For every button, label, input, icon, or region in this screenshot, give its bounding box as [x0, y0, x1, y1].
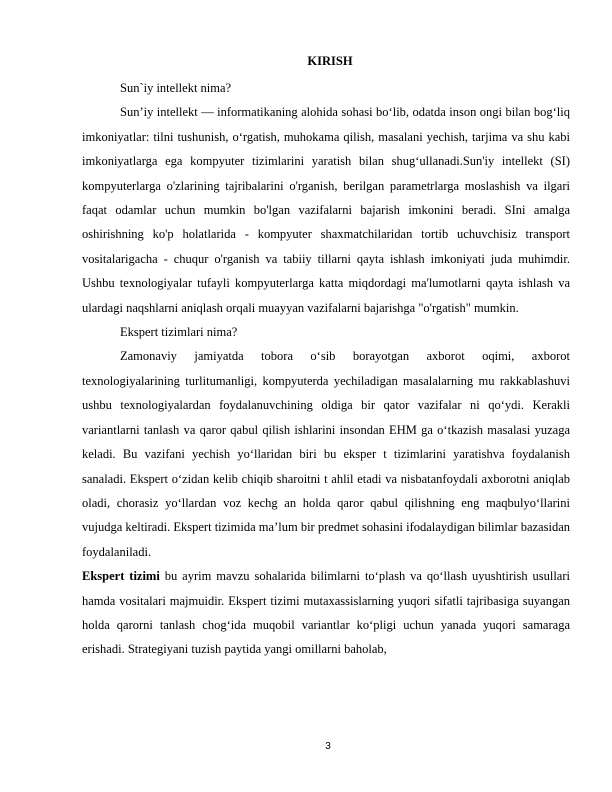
bold-term: Ekspert tizimi	[82, 569, 160, 584]
paragraph-ai-definition: Sun’iy intellekt — informatikaning alohida sohasi bo‘lib, odatda inson ongi bilan bog‘liq imkoniyatlar: tilni tushunish, o‘rgatish, muhokama qilish, masalani yechish, tarjima va shu kabi imkoniyatlarga ega kompyuter tizimlarini yaratish bilan shug‘ullanadi.Sun'iy intellekt (SI) kompyuterlarga o'zlarining tajribalarini o'rganish, berilgan parametrlarga moslashish va ilgari faqat odamlar uchun mumkin bo'lgan vazifalarni bajarish imkonini beradi. SIni amalga oshirishning ko'p holatlarida - kompyuter shaxmatchilaridan tortib uchuvchisiz transport vositalarigacha - chuqur o'rganish va tabiiy tillarni qayta ishlash imkoniyati juda muhimdir. Ushbu texnologiyalar tufayli kompyuterlarga katta miqdordagi ma'lumotlarni qayta ishlash va ulardagi naqshlarni aniqlash orqali muayyan vazifalarni bajarishga "o'rgatish" mumkin.	[82, 105, 570, 315]
document-page	[82, 54, 570, 662]
definition-text: bu ayrim mavzu sohalarida bilimlarni to‘plash va qo‘llash uyushtirish usullari hamda vositalari majmuidir. Ekspert tizimi mutaxassislarning yuqori sifatli tajribasiga suyangan holda qarorni tanlash chog‘ida muqobil variantlar ko‘pligi uchun yanada yuqori samaraga erishadi. Strategiyani tuzish paytida yangi omillarni baholab,	[82, 569, 570, 657]
question-ai: Sun`iy intellekt nima?	[120, 81, 232, 95]
page-number: 3	[325, 741, 331, 752]
paragraph-expert-systems: Zamonaviy jamiyatda tobora o‘sib borayotgan axborot oqimi, axborot texnologiyalarining turlitumanligi, kompyuterda yechiladigan masalalarning mu rakkablashuvi ushbu texnologiyalardan foydalanuvchining oldiga bir qator vazifalar ni qo‘ydi. Kerakli variantlarni tanlash va qaror qabul qilish ishlarini insondan EHM ga o‘tkazish masalasi yuzaga keladi. Bu vazifani yechish yo‘llaridan biri bu eksper t tizimlarini yaratishva foydalanish sanaladi. Ekspert o‘zidan kelib chiqib sharoitni t ahlil etadi va nisbatanfoydali axborotni aniqlab oladi, chorasiz yo‘llardan voz kechg an holda qaror qabul qilishning eng maqbulyo‘llarini vujudga keltiradi. Ekspert tizimida ma’lum bir predmet sohasini ifodalaydigan bilimlar bazasidan foydalaniladi.	[82, 349, 570, 559]
section-heading: KIRISH	[307, 54, 353, 68]
question-expert-systems: Ekspert tizimlari nima?	[120, 325, 238, 340]
paragraph-expert-system-definition	[82, 564, 570, 662]
